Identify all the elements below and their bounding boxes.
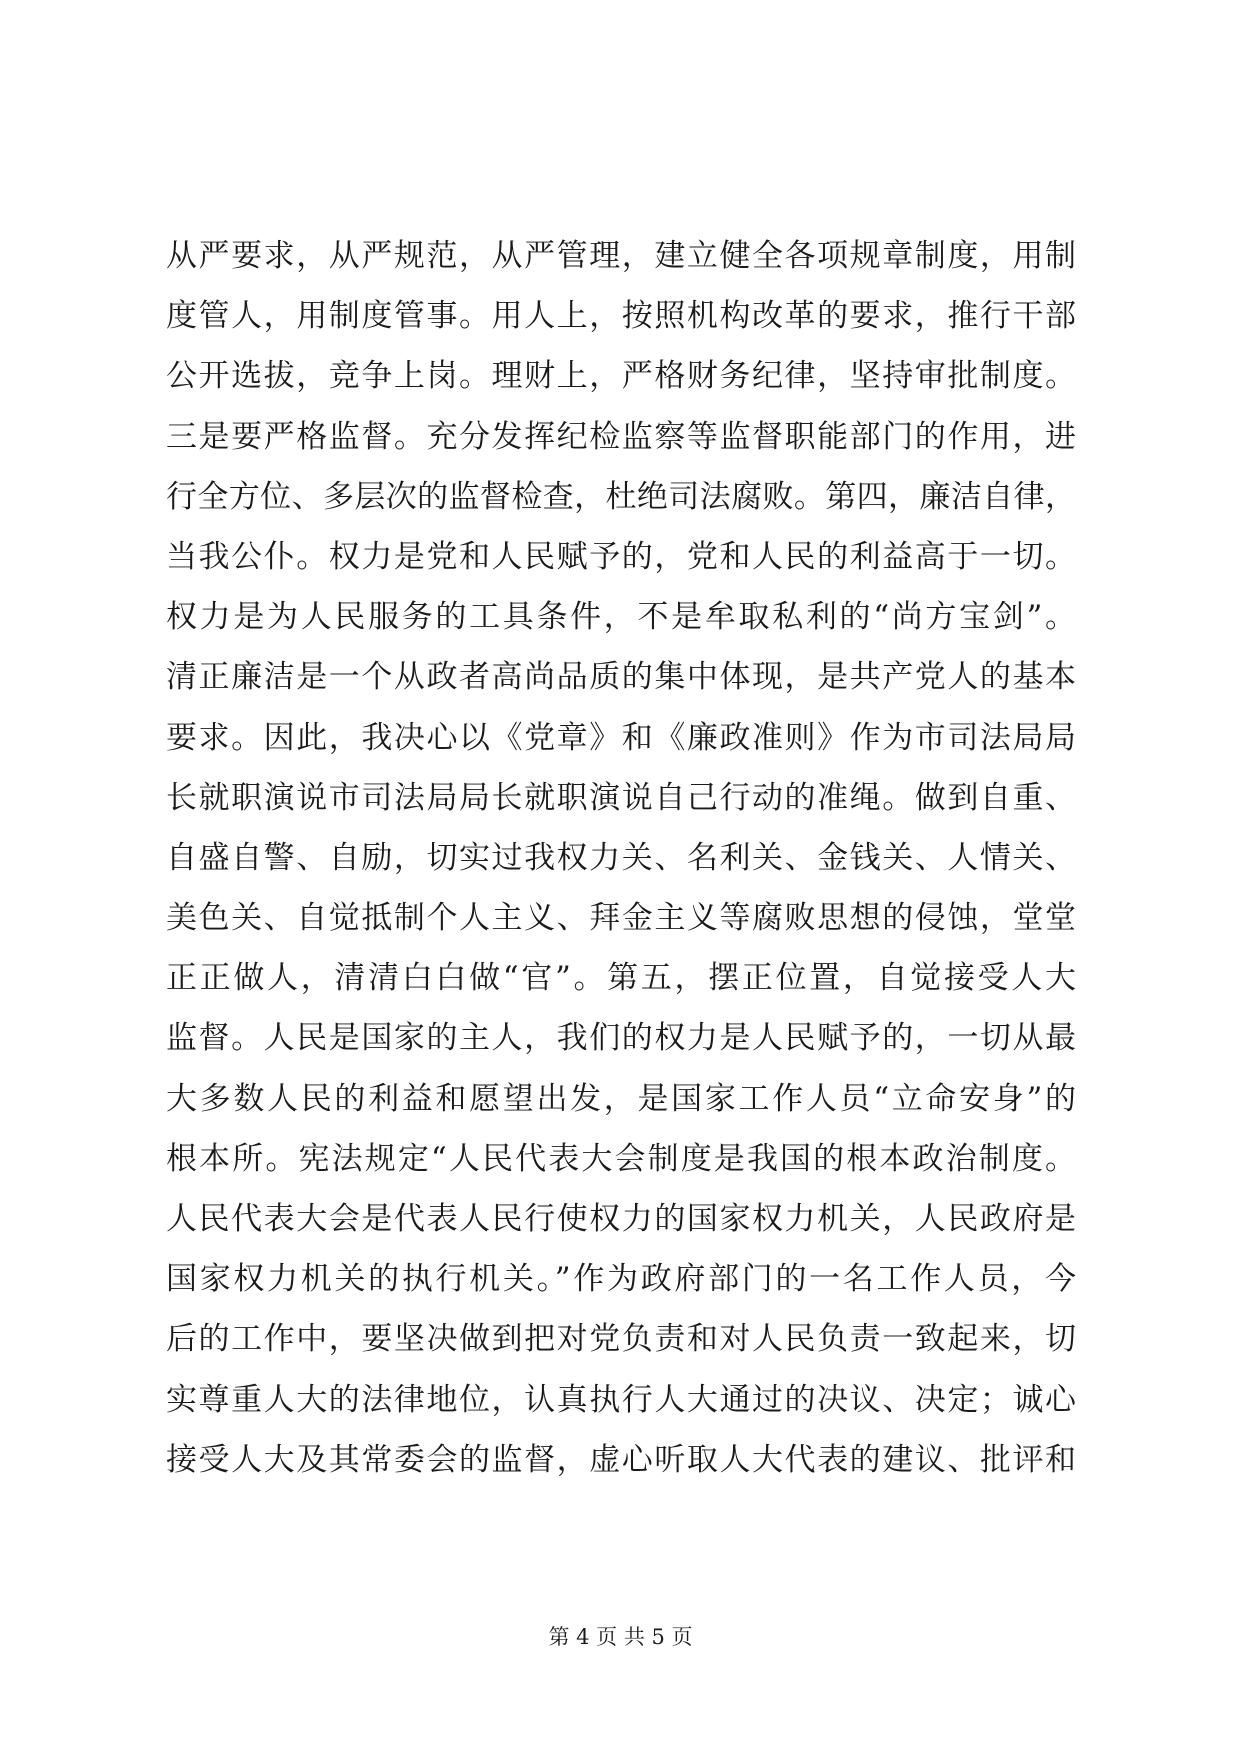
text-line: 接受人大及其常委会的监督，虚心听取人大代表的建议、批评和 [166, 1441, 1076, 1478]
text-line: 长就职演说市司法局局长就职演说自己行动的准绳。做到自重、 [166, 779, 1076, 816]
text-line: 美色关、自觉抵制个人主义、拜金主义等腐败思想的侵蚀，堂堂 [166, 900, 1076, 937]
text-line: 行全方位、多层次的监督检查，杜绝司法腐败。第四，廉洁自律， [166, 478, 1076, 515]
text-line: 要求。因此，我决心以《党章》和《廉政准则》作为市司法局局 [166, 719, 1076, 756]
page-footer [0, 1622, 1241, 1652]
text-line: 从严要求，从严规范，从严管理，建立健全各项规章制度，用制 [166, 238, 1076, 274]
text-line: 权力是为人民服务的工具条件，不是牟取私利的“尚方宝剑”。 [166, 599, 1076, 636]
text-line: 根本所。宪法规定“人民代表大会制度是我国的根本政治制度。 [166, 1140, 1076, 1177]
text-line: 后的工作中，要坚决做到把对党负责和对人民负责一致起来，切 [166, 1321, 1076, 1358]
text-line: 当我公仆。权力是党和人民赋予的，党和人民的利益高于一切。 [166, 538, 1076, 575]
page-number-label: 第 4 页 共 5 页 [548, 1625, 693, 1649]
text-line: 度管人，用制度管事。用人上，按照机构改革的要求，推行干部 [166, 298, 1076, 335]
text-line: 正正做人，清清白白做“官”。第五，摆正位置，自觉接受人大 [166, 960, 1076, 997]
text-line: 自盛自警、自励，切实过我权力关、名利关、金钱关、人情关、 [166, 839, 1076, 876]
text-line: 人民代表大会是代表人民行使权力的国家权力机关，人民政府是 [166, 1201, 1076, 1237]
body-text [166, 226, 1076, 1490]
text-line: 清正廉洁是一个从政者高尚品质的集中体现，是共产党人的基本 [166, 659, 1076, 696]
text-line: 监督。人民是国家的主人，我们的权力是人民赋予的，一切从最 [166, 1020, 1076, 1057]
text-line: 实尊重人大的法律地位，认真执行人大通过的决议、决定；诚心 [166, 1381, 1076, 1418]
text-line: 大多数人民的利益和愿望出发，是国家工作人员“立命安身”的 [166, 1080, 1076, 1117]
text-line: 公开选拔，竞争上岗。理财上，严格财务纪律，坚持审批制度。 [166, 358, 1076, 395]
text-line: 国家权力机关的执行机关。”作为政府部门的一名工作人员，今 [166, 1261, 1076, 1298]
text-line: 三是要严格监督。充分发挥纪检监察等监督职能部门的作用，进 [166, 418, 1076, 455]
